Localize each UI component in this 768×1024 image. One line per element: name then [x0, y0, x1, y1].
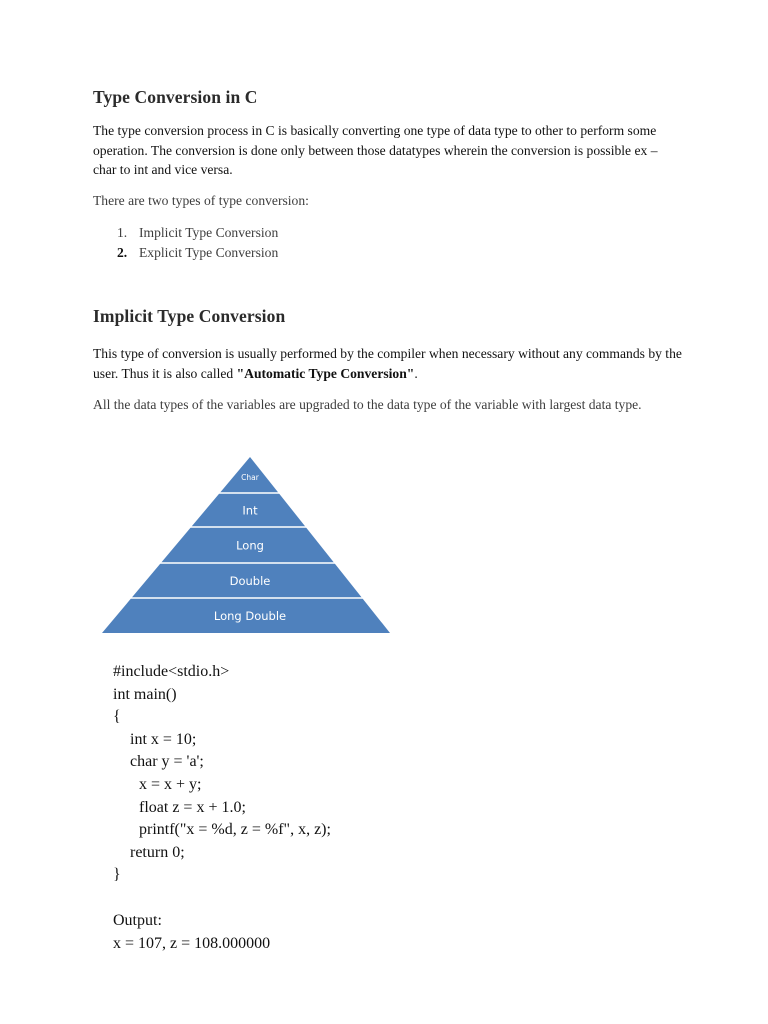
output-value: x = 107, z = 108.000000: [113, 934, 271, 952]
pyramid-level-label: Long Double: [213, 609, 287, 623]
automatic-type-conversion-term: "Automatic Type Conversion": [236, 365, 415, 381]
code-line: x = x + y;: [139, 775, 202, 793]
pyramid-level-label: Int: [242, 503, 258, 518]
pyramid-level-label: Char: [241, 473, 259, 482]
list-item-number: 2.: [117, 244, 128, 260]
list-item: [117, 223, 278, 243]
code-line: char y = 'a';: [130, 753, 204, 771]
section-title-implicit-conversion: Implicit Type Conversion: [93, 306, 286, 326]
pyramid-level-label: Long: [236, 538, 264, 553]
pyramid-level-label: Double: [229, 574, 271, 588]
data-type-hierarchy-pyramid: [100, 455, 392, 635]
intro-paragraph: The type conversion process in C is basically converting one type of data type to other to perform some operation. The conversion is done only between those datatypes wherein the conversion is possible ex – char to int and vice versa.: [93, 123, 658, 177]
list-item-number: 1.: [117, 225, 128, 240]
output-block: [113, 910, 270, 955]
code-line: int x = 10;: [130, 730, 197, 748]
list-item: [117, 243, 278, 263]
code-line: }: [113, 866, 121, 884]
upgrade-paragraph: All the data types of the variables are upgraded to the data type of the variable with largest data type.: [93, 397, 642, 412]
types-intro-paragraph: There are two types of type conversion:: [93, 193, 309, 208]
conversion-types-list: [117, 223, 278, 262]
code-line: return 0;: [130, 843, 185, 861]
list-item-label: Implicit Type Conversion: [139, 225, 279, 240]
section-title-type-conversion: Type Conversion in C: [93, 87, 258, 107]
output-label: Output:: [113, 912, 162, 929]
implicit-paragraph: [93, 344, 683, 383]
code-line: printf("x = %d, z = %f", x, z);: [139, 821, 331, 839]
code-line: int main(): [113, 685, 177, 703]
code-line: {: [113, 708, 121, 726]
code-line: #include<stdio.h>: [113, 663, 230, 680]
implicit-paragraph-end: .: [414, 365, 418, 381]
code-block: [113, 661, 331, 887]
code-line: float z = x + 1.0;: [139, 798, 246, 816]
implicit-paragraph-text: This type of conversion is usually performed by the compiler when necessary without any commands by the user. Thus it is also called: [93, 346, 682, 381]
list-item-label: Explicit Type Conversion: [139, 244, 279, 260]
